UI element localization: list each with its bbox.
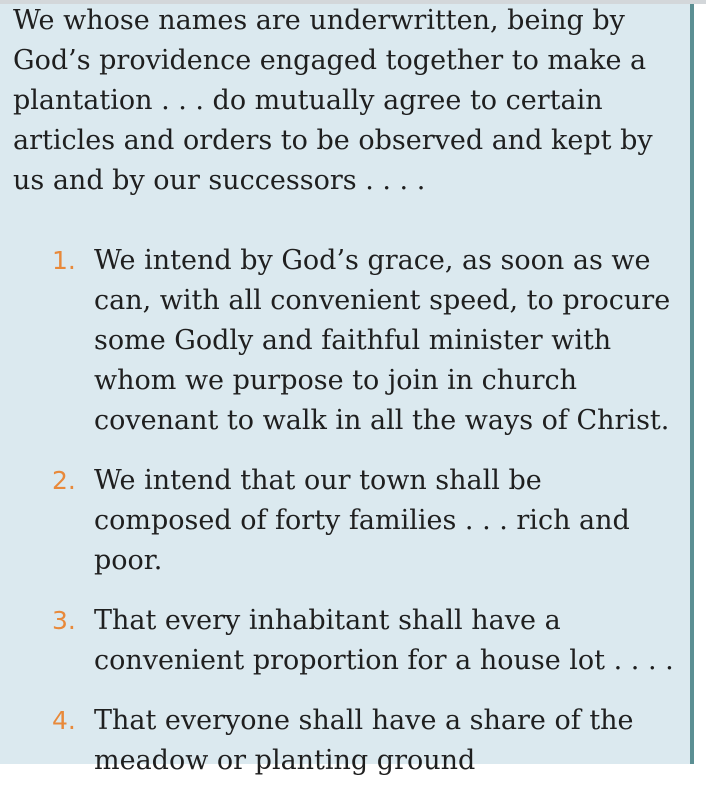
right-gutter [694, 4, 706, 764]
order-text: That every inhabitant shall have a convenient proportion for a house lot . . . . [94, 605, 674, 676]
quote-content [13, 1, 685, 801]
quote-panel [0, 4, 690, 776]
order-number: 4. [52, 706, 76, 735]
order-item-2 [13, 461, 685, 581]
order-text: We intend that our town shall be composed of forty families . . . rich and poor. [94, 465, 630, 576]
order-item-3 [13, 601, 685, 681]
order-text: We intend by God’s grace, as soon as we can, with all convenient speed, to procure some Godly and faithful minister with whom we purpose to join in church covenant to walk in all the ways of Christ. [94, 245, 671, 436]
intro-paragraph: We whose names are underwritten, being by God’s providence engaged together to make a plantation . . . do mutually agree to certain articles and orders to be observed and kept by us and by our successors . . . . [13, 5, 653, 196]
order-text: That everyone shall have a share of the meadow or planting ground [94, 705, 634, 776]
order-item-4 [13, 701, 685, 781]
order-number: 1. [52, 246, 76, 275]
order-item-1 [13, 241, 685, 441]
order-number: 3. [52, 606, 76, 635]
order-number: 2. [52, 466, 76, 495]
orders-list [13, 241, 685, 781]
